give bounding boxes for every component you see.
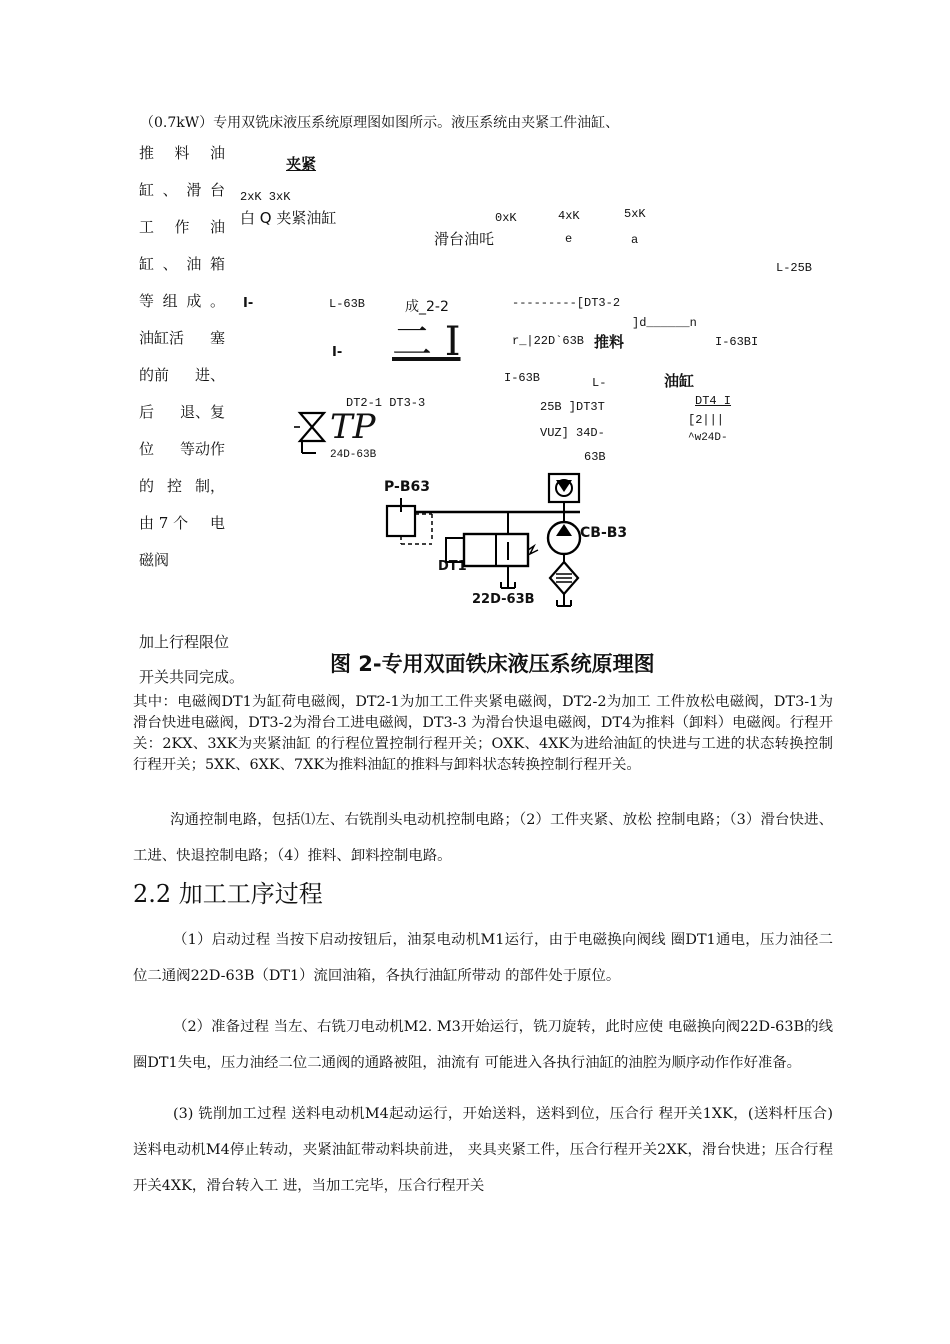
- side-column-line: [139, 431, 225, 468]
- step-3: (3) 铣削加工过程 送料电动机M4起动运行，开始送料，送料到位，压合行 程开关1XK，(送料杆压合)送料电动机M4停止转动，夹紧油缸带动料块前进， 夹具夹紧工件，压合行程开关2XK，滑台快进；压合行程开关4XK，滑台转入工 进，当加工完毕，压合行程开关: [133, 1106, 833, 1194]
- explanation-paragraph: [133, 692, 833, 776]
- side-column-glyph: 的前: [139, 366, 170, 384]
- side-column-glyph: 箱: [209, 255, 225, 273]
- switch-label-5xk: 5xK: [624, 207, 646, 221]
- label-e: e: [565, 232, 573, 246]
- relief-valve-label: P-B63: [384, 479, 430, 495]
- side-column-line: [139, 209, 225, 246]
- side-column-glyph: 工: [139, 218, 155, 236]
- side-column-glyph: 磁阀: [139, 551, 170, 569]
- section-heading: 2.2 加工工序过程: [133, 880, 323, 908]
- side-column-glyph: 推: [139, 144, 155, 162]
- circuit-text: 沟通控制电路，包括⑴左、右铣削头电动机控制电路；（2）工件夹紧、放松 控制电路；（3）滑台快进、工进、快退控制电路；（4）推料、卸料控制电路。: [133, 812, 833, 864]
- oil-cylinder-label: 油缸: [664, 372, 695, 390]
- side-column-line: [139, 357, 225, 394]
- side-column-line: [139, 468, 225, 505]
- side-column-glyph: 制，: [194, 477, 225, 495]
- figure-caption: 图 2-专用双面铁床液压系统原理图: [330, 652, 655, 676]
- pump-label: CB-B3: [580, 525, 628, 541]
- switch-label-2xk-3xk: 2xK 3xK: [240, 190, 291, 204]
- side-column-glyph: 油: [209, 144, 225, 162]
- label-a: a: [631, 233, 639, 247]
- label-w24d: ^w24D-: [688, 432, 728, 441]
- side-column-line: [139, 542, 225, 579]
- valve-label-l63b: L-63B: [329, 297, 366, 311]
- side-column-glyph: 电: [209, 514, 225, 532]
- slide-cylinder-label: 滑台油吒: [434, 230, 495, 248]
- side-column-glyph: 等动作: [179, 440, 225, 458]
- explanation-text: 其中：电磁阀DT1为缸荷电磁阀，DT2-1为加工工件夹紧电磁阀，DT2-2为加工 工件放松电磁阀，DT3-1为滑台快进电磁阀，DT3-2为滑台工进电磁阀，DT3-3 为滑台快退电磁阀，DT4为推料（卸料）电磁阀。行程开关：2KX、3XK为夹紧油缸 的行程位置控制行程开关；OXK、4XK为进给油缸的快进与工进的状态转换控制 行程开关；5XK、6XK、7XK为推料油缸的推料与卸料状态转换控制行程开关。: [133, 694, 833, 773]
- circuit-paragraph: [133, 802, 833, 874]
- side-column-glyph: 缸: [139, 181, 155, 199]
- label-dt3-2: ---------[DT3-2: [512, 296, 621, 310]
- side-column-glyph: 缸: [139, 255, 155, 273]
- hydraulic-schematic: [380, 470, 640, 610]
- valve-label-i63b: I-63B: [504, 371, 541, 385]
- side-column-line: [139, 320, 225, 357]
- side-column-glyph: 油缸活: [139, 329, 185, 347]
- step-1: （1）启动过程 当按下启动按钮后，油泵电动机M1运行，由于电磁换向阀线 圈DT1通电，压力油径二位二通阀22D-63B（DT1）流回油箱，各执行油缸所带动 的部件处于原位。: [133, 932, 833, 984]
- side-column-glyph: 、: [162, 255, 178, 273]
- side-column-glyph: 位: [139, 440, 155, 458]
- clamp-title: 夹紧: [286, 155, 317, 173]
- label-25b-dt3t: 25B ]DT3T: [540, 400, 605, 414]
- label-bars: [2|||: [688, 413, 725, 427]
- side-column-glyph: 等: [139, 292, 155, 310]
- side-column-glyph: 的: [139, 477, 155, 495]
- side-column-glyph: 料: [174, 144, 190, 162]
- push-label: 推料: [594, 333, 625, 351]
- valve-22d-63b-label: 22D-63B: [472, 592, 535, 607]
- intro-line: （0.7kW）专用双铣床液压系统原理图如图所示。液压系统由夹紧工件油缸、: [140, 115, 620, 131]
- side-column-line: [139, 135, 225, 172]
- side-column-glyph: 油: [209, 218, 225, 236]
- side-column-glyph: 由 7 个: [139, 514, 189, 532]
- side-column-line: [139, 505, 225, 542]
- label-l-dash: L-: [592, 376, 607, 390]
- label-jd: ]d______n: [632, 316, 697, 330]
- label-i-2: I-: [332, 345, 343, 360]
- side-column-glyph: 成: [186, 292, 202, 310]
- side-column-glyph: 台: [209, 181, 225, 199]
- side-column-glyph: 作: [174, 218, 190, 236]
- label-63b: 63B: [584, 450, 606, 464]
- switch-label-4xk: 4xK: [558, 209, 580, 223]
- side-column-glyph: 油: [186, 255, 202, 273]
- valve-label-l25b: L-25B: [776, 261, 813, 275]
- valve-label-r22d: r_|22D`63B: [512, 334, 585, 348]
- label-24d-63b: 24D-63B: [330, 449, 377, 459]
- side-column-line: [139, 394, 225, 431]
- clamp-cylinder-label: 白 Q 夹紧油缸: [240, 209, 337, 227]
- side-column-glyph: 塞: [209, 329, 225, 347]
- label-dt2-1-dt3-3: DT2-1 DT3-3: [346, 396, 426, 410]
- process-steps: [133, 922, 833, 1204]
- label-cheng: 成_2-2: [405, 299, 449, 315]
- label-i-1: I-: [243, 296, 254, 311]
- label-dt4: DT4 I: [695, 394, 732, 408]
- side-column-glyph: 进、: [194, 366, 225, 384]
- label-vuz: VUZ] 34D-: [540, 426, 605, 440]
- side-column-line: [139, 283, 225, 320]
- tp-valve-icon: [290, 411, 330, 455]
- side-column-glyph: 、: [162, 181, 178, 199]
- side-column-glyph: 滑: [186, 181, 202, 199]
- side-column-glyph: 。: [209, 292, 225, 310]
- label-tp: TP: [330, 407, 376, 447]
- side-column-glyph: 退、复: [179, 403, 225, 421]
- valve-label-i63bi: I-63BI: [715, 335, 759, 349]
- step-2: （2）准备过程 当左、右铣刀电动机M2. M3开始运行，铣刀旋转，此时应使 电磁换向阀22D-63B的线圈DT1失电，压力油经二位二通阀的通路被阻，油流有 可能进入各执行油缸的油腔为顺序动作作好准备。: [133, 1019, 833, 1071]
- side-column-line: [139, 172, 225, 209]
- side-column-glyph: 控: [166, 477, 182, 495]
- side-column-glyph: 后: [139, 403, 155, 421]
- side-column: [139, 135, 225, 579]
- solenoid-dt1-body: [446, 538, 464, 562]
- label-big-er: 二 I: [392, 319, 461, 365]
- switch-label-0xk: 0xK: [495, 211, 517, 225]
- side-tail-1: 加上行程限位: [139, 633, 230, 651]
- side-column-line: [139, 246, 225, 283]
- solenoid-dt1-label: DT1: [438, 559, 467, 574]
- side-column-glyph: 组: [162, 292, 178, 310]
- side-tail-2: 开关共同完成。: [139, 668, 245, 686]
